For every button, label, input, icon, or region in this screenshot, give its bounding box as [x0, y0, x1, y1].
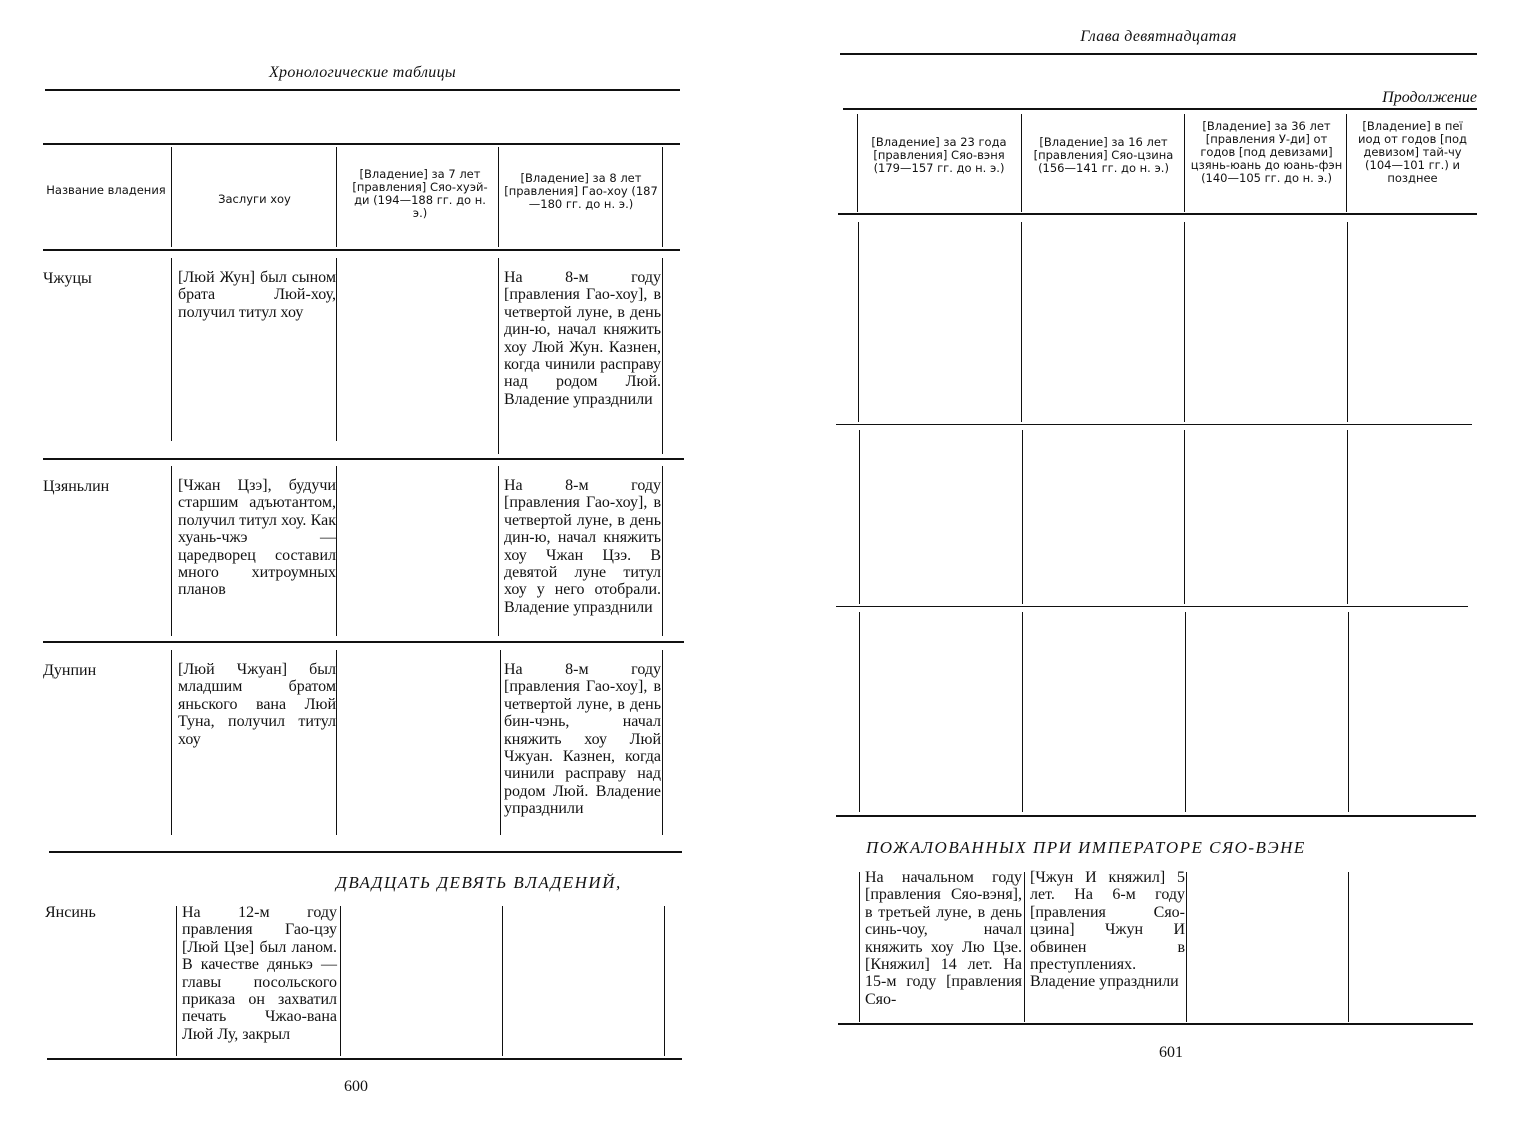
col-line	[858, 222, 859, 422]
header-7-years: [Владение] за 7 лет [правления] Сяо-хуэй-ди (194—188 гг. до н. э.)	[352, 167, 488, 220]
row-name: Чжуцы	[43, 270, 92, 287]
col-line	[498, 466, 499, 636]
page-number: 600	[344, 1078, 368, 1095]
col-line	[857, 114, 858, 212]
col-line	[1347, 430, 1348, 604]
header-23-years: [Владение] за 23 года [правления] Сяо-вэня (179—157 гг. до н. э.)	[871, 135, 1007, 175]
col-line	[336, 147, 337, 247]
row-merits: [Чжан Цзэ], будучи старшим адъютантом, получил титул хоу. Как хуань-чжэ — царедворец составил много хитроумных планов	[178, 477, 336, 599]
col-line	[859, 872, 860, 1022]
section-title: ДВАДЦАТЬ ДЕВЯТЬ ВЛАДЕНИЙ,	[336, 873, 622, 892]
header-merits: Заслуги хоу	[218, 192, 291, 206]
col-line	[1021, 222, 1022, 422]
header-8-years: [Владение] за 8 лет [правления] Гао-хоу (187—180 гг. до н. э.)	[504, 171, 658, 211]
header-later-period: [Владение] в пеї иод от годов [под девизом] тай-чу (104—101 гг.) и позднее	[1358, 119, 1467, 185]
row-rule	[43, 641, 684, 643]
col-line	[859, 612, 860, 812]
col-line	[859, 430, 860, 604]
col-line	[1022, 430, 1023, 604]
col-line	[498, 147, 499, 247]
col-line	[1024, 872, 1025, 1022]
header-bottom-rule	[838, 213, 1477, 215]
col-line	[1185, 612, 1186, 812]
page-number: 601	[1159, 1044, 1183, 1061]
col-line	[1347, 222, 1348, 422]
col-line	[1186, 872, 1187, 1022]
row-name: Янсинь	[45, 904, 96, 921]
col-line	[1348, 612, 1349, 812]
col-line	[1184, 430, 1185, 604]
col-line	[1021, 114, 1022, 212]
col-line	[171, 147, 172, 247]
col-line	[662, 258, 663, 454]
row-rule	[49, 851, 682, 853]
col-line	[1184, 114, 1185, 212]
left-running-head: Хронологические таблицы	[268, 64, 457, 81]
row-rule	[836, 815, 1476, 817]
row-col23: На начальном году [правления Сяо-вэня], в третьей луне, в день синь-чоу, начал княжить хоу Лю Цзе. [Княжил] 14 лет. На 15-м году [правления Сяо-	[865, 869, 1022, 1008]
col-line	[500, 650, 501, 835]
bottom-rule	[47, 1058, 682, 1060]
col-line	[498, 258, 499, 454]
header-name: Название владения	[46, 183, 166, 197]
col-line	[1346, 114, 1347, 212]
row-merits: [Люй Жун] был сыном брата Люй-хоу, получил титул хоу	[178, 269, 336, 321]
right-head-rule	[840, 53, 1477, 55]
row-col8: На 8-м году [правления Гао-хоу], в четвертой луне, в день дин-ю, начал княжить хоу Люй Жун. Казнен, когда чинили расправу над родом Люй. Владение упразднили	[504, 269, 661, 408]
bottom-rule	[838, 1023, 1473, 1025]
header-16-years: [Владение] за 16 лет [правления] Сяо-цзина (156—141 гг. до н. э.)	[1033, 135, 1174, 175]
col-line	[1348, 872, 1349, 1022]
col-line	[662, 147, 663, 247]
row-col16: [Чжун И княжил] 5 лет. На 6-м году [правления Сяо-цзина] Чжун И обвинен в преступлениях. Владение упразднили	[1030, 869, 1185, 991]
row-rule	[43, 458, 684, 460]
col-line	[662, 466, 663, 636]
header-bottom-rule	[43, 249, 680, 251]
row-name: Дунпин	[43, 662, 97, 679]
continuation-label: Продолжение	[1382, 89, 1477, 106]
col-line	[176, 906, 177, 1056]
row-rule	[836, 424, 1472, 425]
col-line	[1184, 222, 1185, 422]
col-line	[336, 650, 337, 835]
col-line	[336, 466, 337, 636]
col-line	[340, 906, 341, 1056]
row-name: Цзяньлин	[43, 478, 110, 495]
table-top-rule	[843, 108, 1477, 110]
table-top-rule	[43, 143, 680, 145]
header-36-years: [Владение] за 36 лет [правления У-ди] от годов [под девизами] цзянь-юань до юань-фэн (140—105 гг. до н. э.)	[1190, 119, 1343, 185]
col-line	[336, 258, 337, 441]
section-title: ПОЖАЛОВАННЫХ ПРИ ИМПЕРАТОРЕ СЯО-ВЭНЕ	[866, 838, 1306, 857]
row-col8: На 8-м году [правления Гао-хоу], в четвертой луне, в день дин-ю, начал княжить хоу Чжан Цзэ. В девятой луне титул хоу у него отобрали. Владение упразднили	[504, 477, 661, 616]
right-running-head: Глава девятнадцатая	[1080, 28, 1237, 45]
col-line	[662, 650, 663, 835]
row-rule	[836, 606, 1468, 607]
col-line	[171, 650, 172, 835]
row-merits: На 12-м году правления Гао-цзу [Люй Цзе] был ланом. В качестве дянькэ — главы посольского приказа он захватил печать Чжао-вана Люй Лу, закрыл	[182, 904, 337, 1043]
col-line	[502, 906, 503, 1056]
row-col8: На 8-м году [правления Гао-хоу], в четвертой луне, в день бин-чэнь, начал княжить хоу Люй Чжуан. Казнен, когда чинили расправу над родом Люй. Владение упразднили	[504, 661, 661, 818]
col-line	[171, 258, 172, 441]
col-line	[664, 906, 665, 1056]
left-head-rule	[45, 89, 680, 91]
col-line	[1022, 612, 1023, 812]
col-line	[171, 466, 172, 636]
row-merits: [Люй Чжуан] был младшим братом яньского вана Люй Туна, получил титул хоу	[178, 661, 336, 748]
